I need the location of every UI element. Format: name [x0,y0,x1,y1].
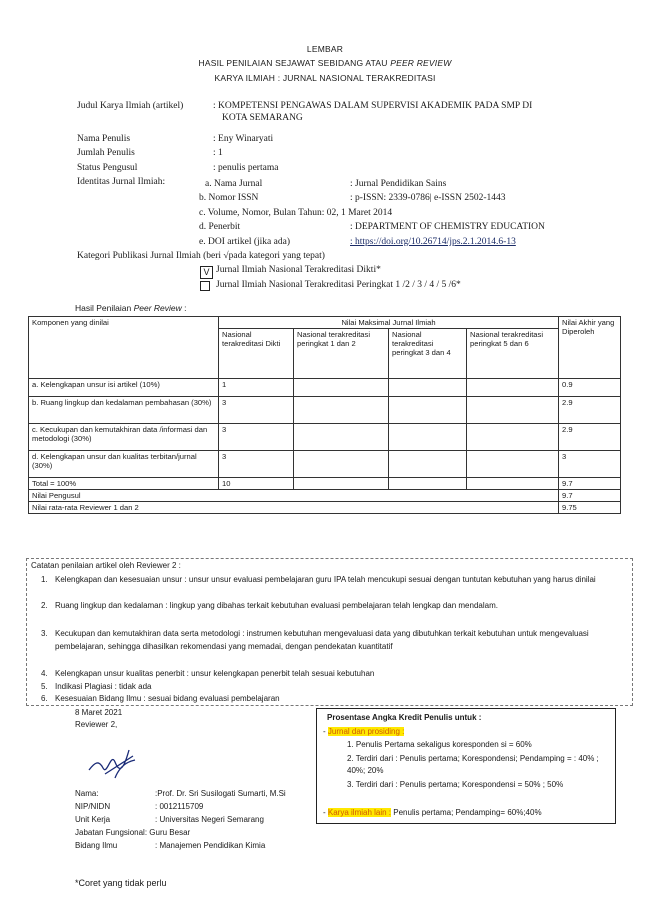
note-text: Kesesuaian Bidang Ilmu : sesuai bidang evaluasi pembelajaran [55,694,280,703]
sign-jabatan-label: Jabatan Fungsional: Guru Besar [75,828,191,837]
nilai-pengusul-label: Nilai Pengusul [29,490,559,502]
cell-p12 [294,397,389,424]
journal-name-value: : Jurnal Pendidikan Sains [350,179,447,189]
header-title: LEMBAR [306,44,344,54]
grades-table [28,316,621,514]
rata-rata-value: 9.75 [559,502,621,514]
pak-karya-text: Penulis pertama; Pendamping= 60%;40% [391,808,542,817]
table-header-row [29,317,621,329]
subheader-p56: Nasional terakreditasi peringkat 5 dan 6 [467,329,559,379]
cell-p34 [389,397,467,424]
cell-p56 [467,424,559,451]
pak-item-text: Penulis Pertama sekaligus koresponden si = 60% [355,740,532,749]
header-nilai-maks: Nilai Maksimal Jurnal Ilmiah [219,317,559,329]
pak-item-text: Terdiri dari : Penulis pertama; Korespondensi = 50% ; 50% [355,780,564,789]
cell-komponen: b. Ruang lingkup dan kedalaman pembahasan (30%) [29,397,219,424]
hasil-penilaian-label [75,303,187,313]
table-row-nilai-pengusul [29,490,621,502]
cell-akhir: 2.9 [559,397,621,424]
cell-akhir: 3 [559,451,621,478]
note-text: Kecukupan dan kemutakhiran data serta metodologi : instrumen kebutuhan mengevaluasi data yang dibutuhkan terkait kebutuhan untuk mengevaluasi pembelajaran, sehingga dihasilkan rekomendasi yang memadai, dengan pendekatan kuantitatif [55,629,589,651]
kategori-option-dikti: Jurnal Ilmiah Nasional Terakreditasi Dikti* [216,265,381,275]
cell-p34 [389,379,467,397]
doi-link[interactable]: : https://doi.org/10.26714/jps.2.1.2014.6-13 [350,237,516,247]
cell-dikti: 3 [219,397,294,424]
cell-p34 [389,424,467,451]
hasil-italic: Peer Review [133,303,182,313]
cell-p34 [389,451,467,478]
cell-akhir: 2.9 [559,424,621,451]
footnote: *Coret yang tidak perlu [75,878,167,888]
table-row [29,379,621,397]
pak-item-number: 2. [347,754,354,763]
angka-kredit-box [316,708,616,824]
penerbit-value: : DEPARTMENT OF CHEMISTRY EDUCATION [350,222,545,232]
hasil-text: Hasil Penilaian [75,303,134,313]
penulis-label: Nama Penulis [77,134,131,144]
status-label: Status Pengusul [77,163,138,173]
rata-rata-label: Nilai rata-rata Reviewer 1 dan 2 [29,502,559,514]
cell-p12 [294,478,389,490]
jumlah-value: : 1 [213,148,223,158]
cell-p34 [389,478,467,490]
kategori-checkbox-dikti[interactable]: V [200,266,213,279]
pak-jurnal-line: - Jurnal dan prosiding : [323,727,405,736]
pak-karya-label: Karya ilmiah lain : [327,808,392,817]
issn-label: b. Nomor ISSN [199,193,259,203]
cell-komponen: Total = 100% [29,478,219,490]
nilai-pengusul-value: 9.7 [559,490,621,502]
note-number: 6. [41,694,48,703]
note-number: 4. [41,669,48,678]
pak-item-number: 3. [347,780,354,789]
journal-name-label: a. Nama Jurnal [205,179,263,189]
cell-p12 [294,379,389,397]
cell-dikti: 1 [219,379,294,397]
sign-bidang-value: : Manajemen Pendidikan Kimia [155,841,266,850]
note-text: Kelengkapan dan kesesuaian unsur : unsur unsur evaluasi pembelajaran guru IPA telah mencukupi sesuai dengan tuntutan kebutuhan yang harus dinilai [55,575,596,584]
sign-unit-label: Unit Kerja [75,815,111,824]
header-karya: KARYA ILMIAH : JURNAL NASIONAL TERAKREDITASI [214,73,436,83]
jumlah-label: Jumlah Penulis [77,148,135,158]
pak-title: Prosentase Angka Kredit Penulis untuk : [327,713,482,722]
table-row-rata-rata [29,502,621,514]
issn-value: : p-ISSN: 2339-0786| e-ISSN 2502-1443 [350,193,506,203]
note-item [41,573,615,586]
sign-unit-value: : Universitas Negeri Semarang [155,815,264,824]
sign-bidang-label: Bidang Ilmu [75,841,118,850]
reviewer-label: Reviewer 2, [75,720,118,729]
header-nilai-akhir: Nilai Akhir yang Diperoleh [559,317,621,379]
cell-komponen: a. Kelengkapan unsur isi artikel (10%) [29,379,219,397]
pak-item-text: Terdiri dari : Penulis pertama; Korespondensi; Pendamping = : 40% ; 40%; 20% [347,754,599,775]
subheader-dikti: Nasional terakreditasi Dikti [219,329,294,379]
volume-label: c. Volume, Nomor, Bulan Tahun: 02, 1 Maret 2014 [199,208,393,218]
notes-title: Catatan penilaian artikel oleh Reviewer 2 : [31,561,181,570]
note-item [41,667,615,680]
cell-dikti: 3 [219,451,294,478]
subheader-p12: Nasional terakreditasi peringkat 1 dan 2 [294,329,389,379]
cell-dikti: 3 [219,424,294,451]
header-subtitle [0,58,650,68]
hasil-suffix: : [181,303,187,313]
cell-p56 [467,397,559,424]
sign-nip-label: NIP/NIDN [75,802,111,811]
table-row [29,451,621,478]
note-number: 5. [41,682,48,691]
pak-item-number: 1. [347,740,354,749]
cell-komponen: c. Kecukupan dan kemutakhiran data /informasi dan metodologi (30%) [29,424,219,451]
judul-label: Judul Karya Ilmiah (artikel) [77,101,184,111]
table-row-total [29,478,621,490]
cell-p12 [294,451,389,478]
identitas-label: Identitas Jurnal Ilmiah: [77,177,166,187]
table-row [29,397,621,424]
pak-item [347,740,607,749]
header-subtitle-text: HASIL PENILAIAN SEJAWAT SEBIDANG ATAU [198,58,391,68]
kategori-checkbox-peringkat[interactable] [200,281,210,291]
sign-date: 8 Maret 2021 [75,708,123,717]
note-item [41,627,615,653]
pak-item [347,753,607,777]
note-text: Indikasi Plagiasi : tidak ada [55,682,152,691]
sign-nama-label: Nama: [75,789,99,798]
pak-item [347,779,607,791]
penulis-value: : Eny Winaryati [213,134,274,144]
note-number: 1. [41,575,48,584]
note-number: 3. [41,629,48,638]
cell-p56 [467,379,559,397]
pak-jurnal-label: Jurnal dan prosiding : [327,727,405,736]
cell-komponen: d. Kelengkapan unsur dan kualitas terbitan/jurnal (30%) [29,451,219,478]
cell-p12 [294,424,389,451]
note-number: 2. [41,601,48,610]
note-item [41,599,615,612]
penerbit-label: d. Penerbit [199,222,241,232]
header-komponen: Komponen yang dinilai [29,317,219,379]
reviewer-notes [26,558,633,706]
cell-p56 [467,451,559,478]
status-value: : penulis pertama [213,163,279,173]
cell-dikti: 10 [219,478,294,490]
kategori-option-peringkat: Jurnal Ilmiah Nasional Terakreditasi Peringkat 1 /2 / 3 / 4 / 5 /6* [216,280,461,290]
kategori-label: Kategori Publikasi Jurnal Ilmiah (beri √pada kategori yang tepat) [77,251,325,261]
note-text: Ruang lingkup dan kedalaman : lingkup yang dibahas terkait kebutuhan evaluasi pembelajaran telah lengkap dan mendalam. [55,601,498,610]
judul-value-2: KOTA SEMARANG [222,113,303,123]
header-subtitle-italic: PEER REVIEW [390,58,452,68]
pak-karya-line: - Karya ilmiah lain : Penulis pertama; Pendamping= 60%;40% [323,808,542,817]
note-item [41,692,615,705]
judul-value-1: : KOMPETENSI PENGAWAS DALAM SUPERVISI AKADEMIK PADA SMP DI [213,101,533,111]
cell-p56 [467,478,559,490]
sign-nip-value: : 0012115709 [155,802,204,811]
subheader-p34: Nasional terakreditasi peringkat 3 dan 4 [389,329,467,379]
note-text: Kelengkapan unsur kualitas penerbit : unsur kelengkapan penerbit telah sesuai kebutuhan [55,669,375,678]
cell-akhir: 0.9 [559,379,621,397]
cell-akhir: 9.7 [559,478,621,490]
sign-nama-value: :Prof. Dr. Sri Susilogati Sumarti, M.Si [155,789,286,798]
signature-scribble [85,742,140,782]
table-row [29,424,621,451]
doi-label: e. DOI artikel (jika ada) [199,237,290,247]
